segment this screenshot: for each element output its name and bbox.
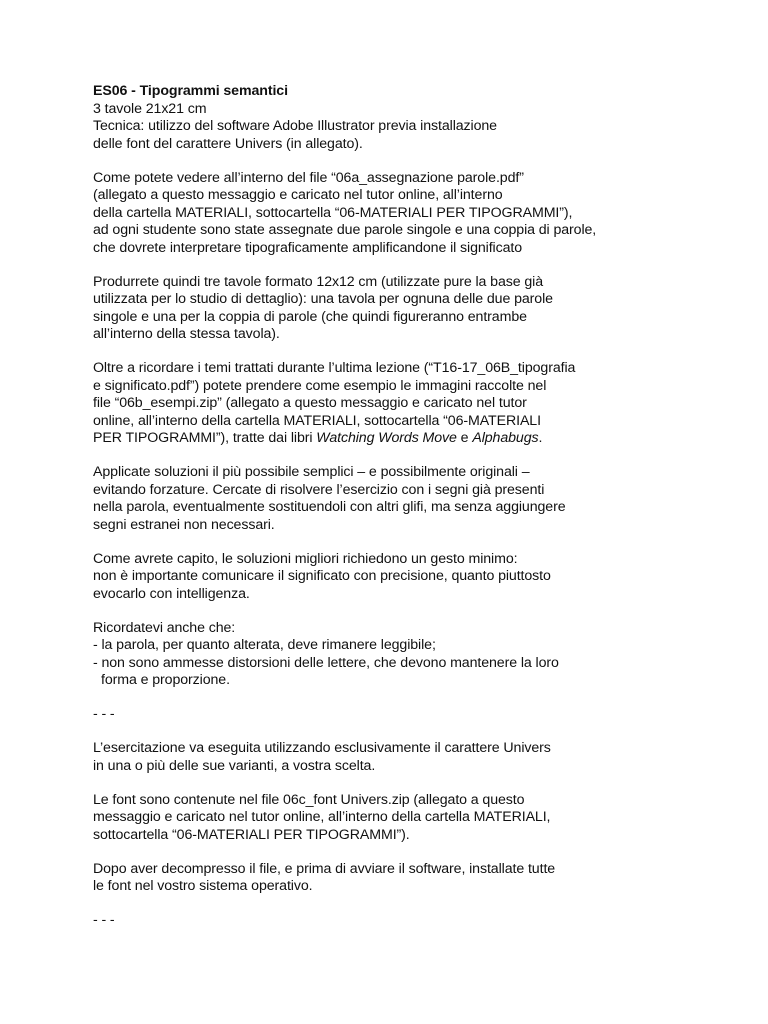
paragraph-examples <box>93 360 733 448</box>
section-separator: - - - <box>93 706 115 722</box>
spacer <box>93 257 733 274</box>
spacer <box>93 690 733 707</box>
paragraph-line-books <box>93 430 733 448</box>
paragraph-format <box>93 274 733 344</box>
spacer <box>93 448 733 465</box>
paragraph-univers <box>93 740 733 775</box>
paragraph-solutions <box>93 464 733 534</box>
paragraph-line: Applicate soluzioni il più possibile semplici – e possibilmente originali – <box>93 464 530 480</box>
paragraph-minimal-gesture <box>93 551 733 604</box>
document-title: ES06 - Tipogrammi semantici <box>93 83 288 99</box>
paragraph-line: evitando forzature. Cercate di risolvere l’esercizio con i segni già presenti <box>93 481 545 498</box>
paragraph-line: Oltre a ricordare i temi trattati durante l’ultima lezione (“T16-17_06B_tipografia <box>93 360 576 376</box>
paragraph-line: non è importante comunicare il significato con precisione, quanto piuttosto <box>93 568 551 584</box>
spacer <box>93 603 733 620</box>
technique-line-cont: delle font del carattere Univers (in allegato). <box>93 135 363 152</box>
spacer <box>93 344 733 361</box>
paragraph-line: le font nel vostro sistema operativo. <box>93 878 313 894</box>
reminders-intro: Ricordatevi anche che: <box>93 619 236 636</box>
paragraph-line: che dovrete interpretare tipograficamente amplificandone il significato <box>93 239 523 256</box>
paragraph-line: evocarlo con intelligenza. <box>93 585 250 602</box>
paragraph-font-files <box>93 792 733 845</box>
paragraph-line: della cartella MATERIALI, sottocartella “06-MATERIALI PER TIPOGRAMMI”), <box>93 204 573 221</box>
reminder-item-cont: forma e proporzione. <box>101 672 230 688</box>
paragraph-line: (allegato a questo messaggio e caricato nel tutor online, all’interno <box>93 187 503 203</box>
paragraph-line: segni estranei non necessari. <box>93 516 275 533</box>
paragraph-line: in una o più delle sue varianti, a vostra scelta. <box>93 757 376 774</box>
paragraph-assignment <box>93 170 733 258</box>
header-block <box>93 83 733 153</box>
paragraph-line: nella parola, eventualmente sostituendoli con altri glifi, ma senza aggiungere <box>93 499 566 515</box>
conjunction-text: e <box>456 430 473 446</box>
paragraph-line: sottocartella “06-MATERIALI PER TIPOGRAMMI”). <box>93 826 410 843</box>
tavole-spec: 3 tavole 21x21 cm <box>93 100 207 117</box>
spacer <box>93 534 733 551</box>
paragraph-line: messaggio e caricato nel tutor online, all’interno della cartella MATERIALI, <box>93 809 551 825</box>
document-body <box>93 83 733 930</box>
paragraph-install <box>93 861 733 896</box>
paragraph-line: Dopo aver decompresso il file, e prima di avviare il software, installate tutte <box>93 860 556 877</box>
paragraph-reminders <box>93 620 733 690</box>
book-title-alphabugs: Alphabugs <box>472 430 539 446</box>
book-title-watching-words-move: Watching Words Move <box>316 430 457 446</box>
spacer <box>93 775 733 792</box>
paragraph-line: all’interno della stessa tavola). <box>93 326 280 342</box>
paragraph-line: e significato.pdf”) potete prendere come esempio le immagini raccolte nel <box>93 377 547 394</box>
paragraph-line: file “06b_esempi.zip” (allegato a questo messaggio e caricato nel tutor <box>93 395 527 411</box>
paragraph-line: Le font sono contenute nel file 06c_font Univers.zip (allegato a questo <box>93 791 525 808</box>
spacer <box>93 724 733 741</box>
period-text: . <box>538 430 543 446</box>
spacer <box>93 844 733 861</box>
spacer <box>93 153 733 170</box>
paragraph-line: Come potete vedere all’interno del file “06a_assegnazione parole.pdf” <box>93 169 524 186</box>
reminder-item: - la parola, per quanto alterata, deve rimanere leggibile; <box>93 637 436 653</box>
section-separator: - - - <box>93 912 115 928</box>
technique-line: Tecnica: utilizzo del software Adobe Illustrator previa installazione <box>93 118 497 134</box>
paragraph-line: Produrrete quindi tre tavole formato 12x12 cm (utilizzate pure la base già <box>93 273 543 290</box>
paragraph-line: ad ogni studente sono state assegnate due parole singole e una coppia di parole, <box>93 222 597 238</box>
books-intro-text: PER TIPOGRAMMI”), tratte dai libri <box>93 430 317 446</box>
reminder-item: - non sono ammesse distorsioni delle lettere, che devono mantenere la loro <box>93 654 559 671</box>
paragraph-line: L’esercitazione va eseguita utilizzando esclusivamente il carattere Univers <box>93 740 551 756</box>
paragraph-line: online, all’interno della cartella MATERIALI, sottocartella “06-MATERIALI <box>93 412 541 429</box>
paragraph-line: utilizzata per lo studio di dettaglio): una tavola per ognuna delle due parole <box>93 291 553 307</box>
spacer <box>93 896 733 913</box>
paragraph-line: Come avrete capito, le soluzioni migliori richiedono un gesto minimo: <box>93 550 518 567</box>
paragraph-line: singole e una per la coppia di parole (che quindi figureranno entrambe <box>93 308 527 325</box>
